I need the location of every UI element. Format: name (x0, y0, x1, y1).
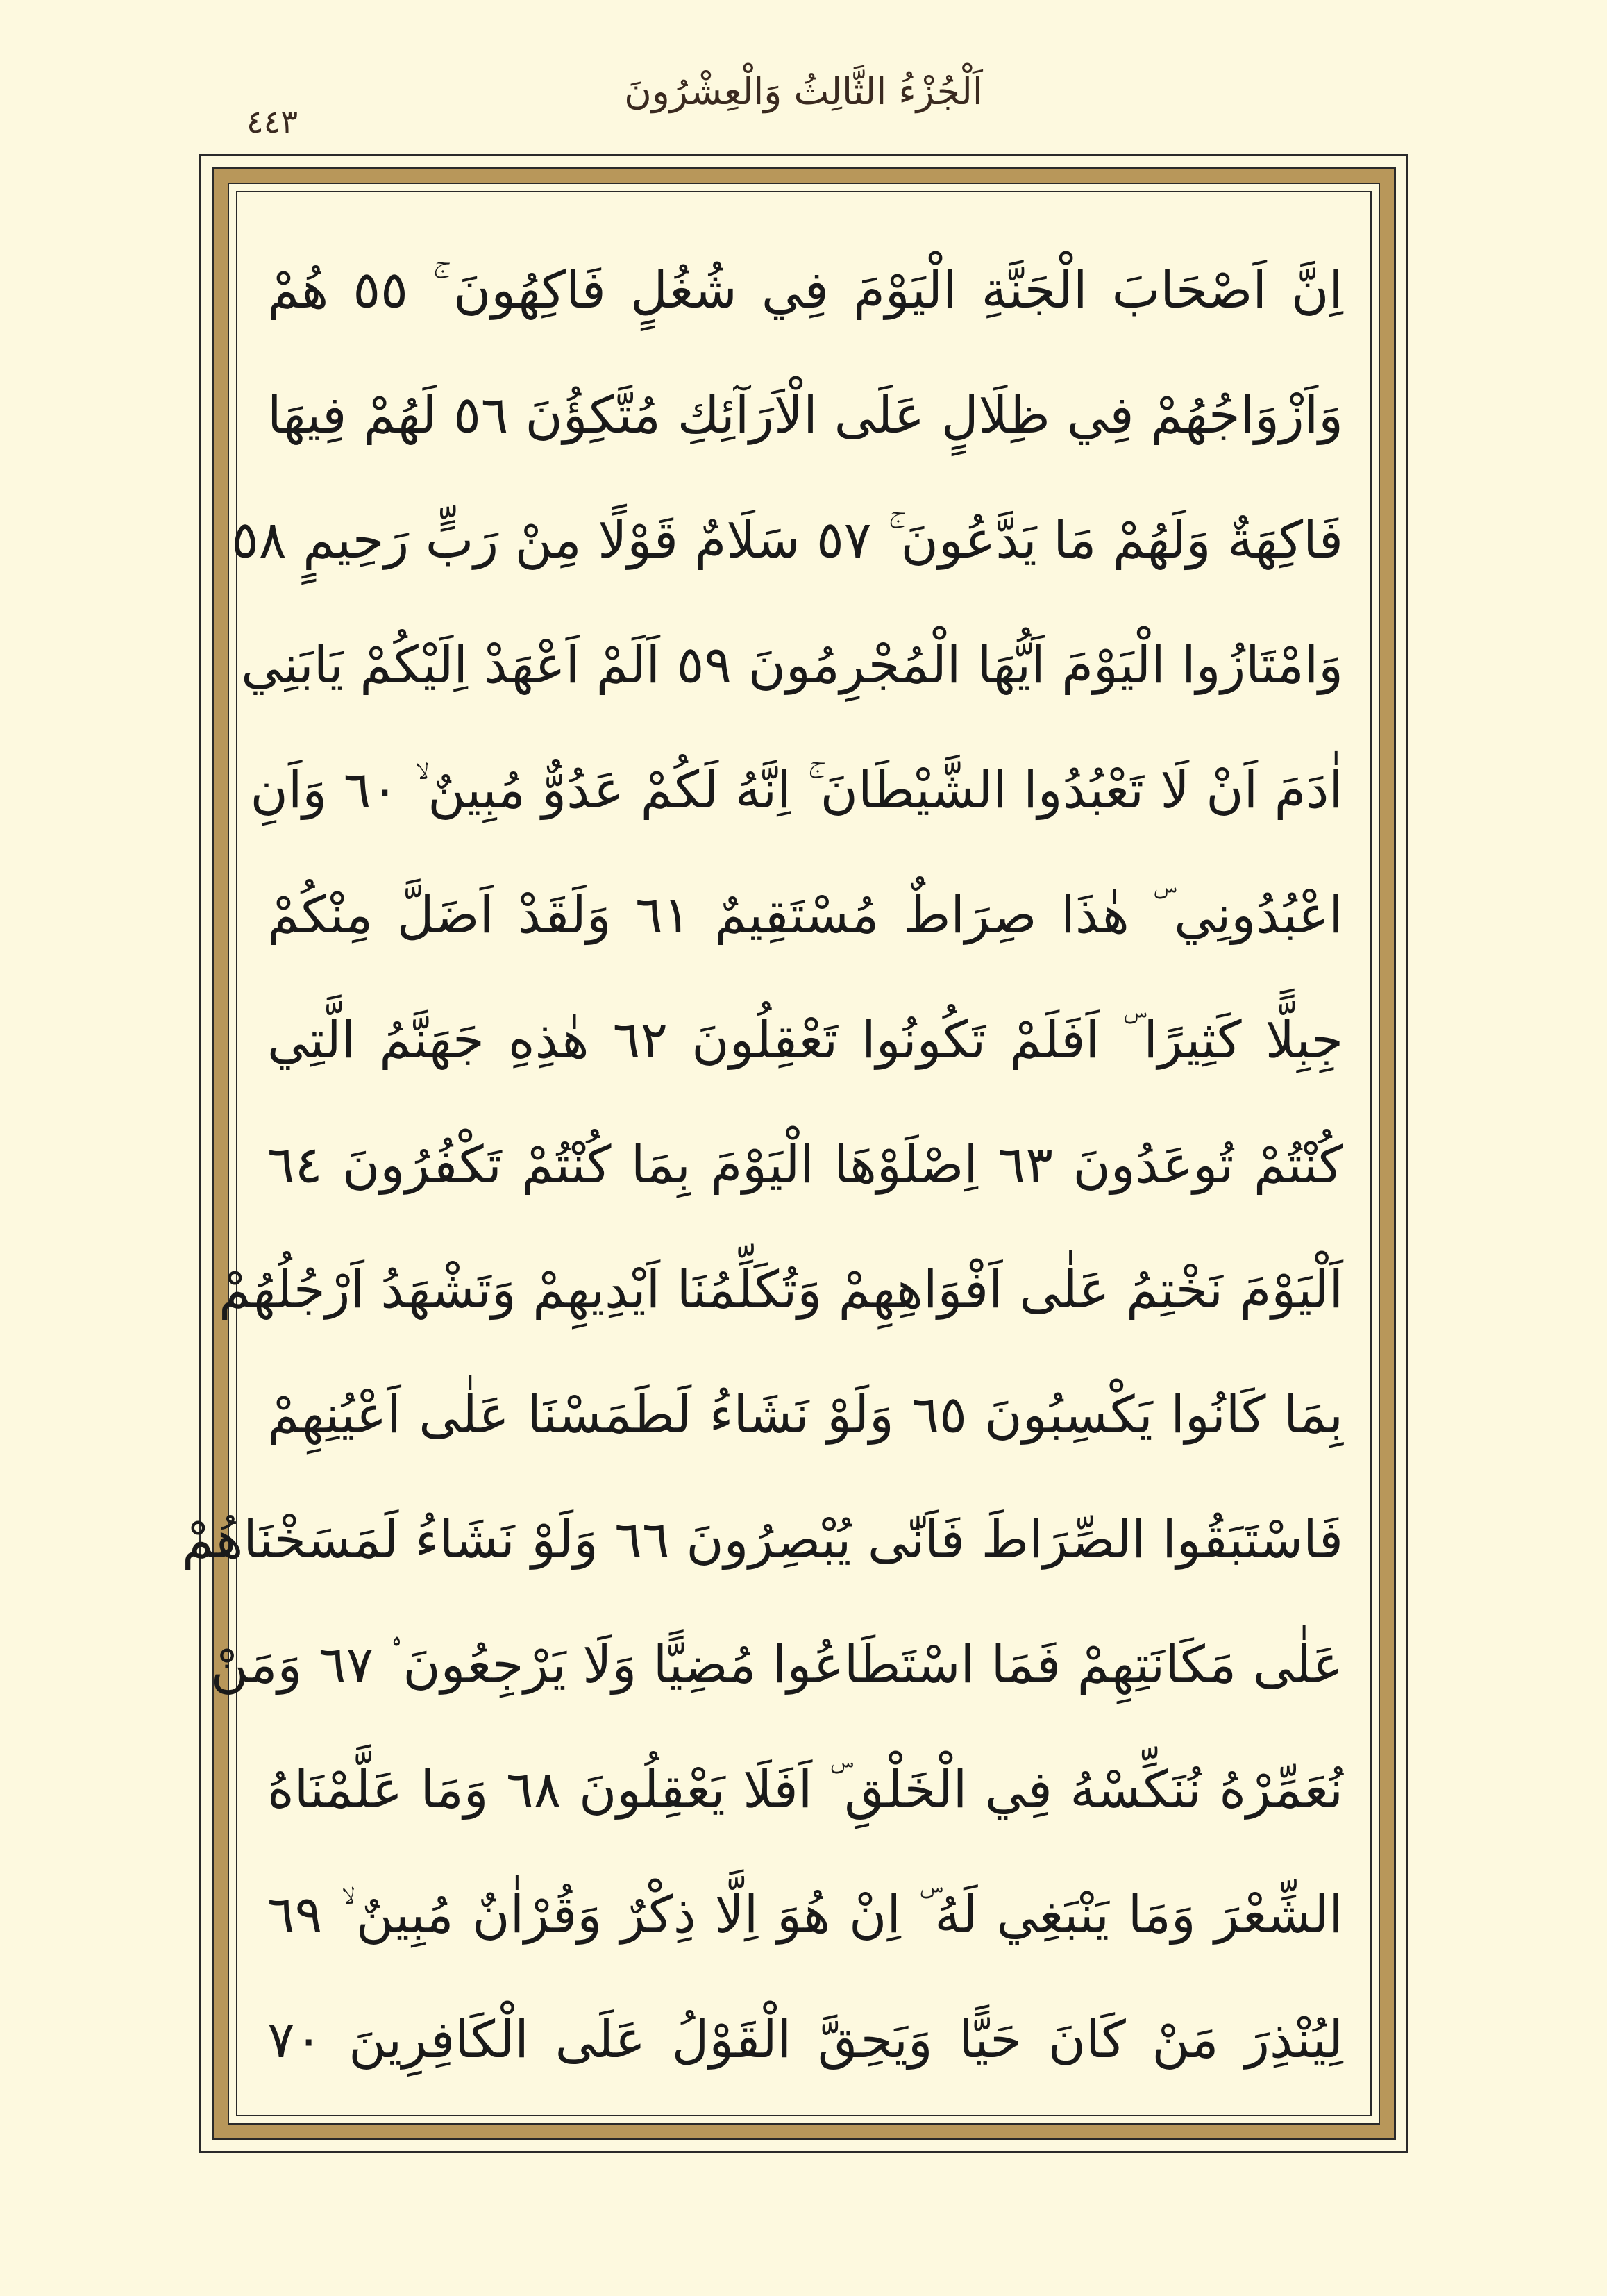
text-line-5 (250, 728, 1343, 853)
text-line-2 (267, 353, 1343, 478)
text-line-8 (267, 1103, 1343, 1227)
text-line-content: الشِّعْرَ وَمَا يَنْبَغِي لَهُ ۜ اِنْ هُوَ اِلَّا ذِكْرٌ وَقُرْاٰنٌ مُبِينٌ ۙ ٦٩ (267, 1884, 1343, 1945)
text-line-1 (267, 228, 1343, 353)
text-line-content: وَاَزْوَاجُهُمْ فِي ظِلَالٍ عَلَى الْاَرَآئِكِ مُتَّكِؤُنَ ٥٦ لَهُمْ فِيهَا (267, 385, 1343, 445)
text-line-content: اِنَّ اَصْحَابَ الْجَنَّةِ الْيَوْمَ فِي شُغُلٍ فَاكِهُونَ ۚ ٥٥ هُمْ (267, 260, 1343, 320)
text-line-15 (267, 1977, 1343, 2102)
text-line-10 (267, 1352, 1343, 1477)
text-line-content: لِيُنْذِرَ مَنْ كَانَ حَيًّا وَيَحِقَّ الْقَوْلُ عَلَى الْكَافِرِينَ ٧٠ (267, 2010, 1343, 2070)
text-line-content: اَلْيَوْمَ نَخْتِمُ عَلٰى اَفْوَاهِهِمْ وَتُكَلِّمُنَا اَيْدِيهِمْ وَتَشْهَدُ اَرْجُلُهُمْ (218, 1260, 1343, 1320)
text-line-content: جِبِلًّا كَثِيرًا ۜ اَفَلَمْ تَكُونُوا تَعْقِلُونَ ٦٢ هٰذِهِ جَهَنَّمُ الَّتِي (267, 1009, 1343, 1070)
text-line-3 (231, 478, 1343, 603)
quran-text-block (182, 228, 1344, 2102)
text-line-11 (182, 1477, 1343, 1602)
page-number: ٤٤٣ (246, 103, 298, 140)
text-line-14 (267, 1852, 1343, 1977)
text-line-7 (267, 978, 1343, 1103)
text-line-13 (267, 1727, 1343, 1852)
juz-title: اَلْجُزْءُ الثَّالِثُ وَالْعِشْرُونَ (624, 69, 983, 113)
text-line-4 (241, 603, 1343, 728)
text-line-content: فَاسْتَبَقُوا الصِّرَاطَ فَاَنّٰى يُبْصِرُونَ ٦٦ وَلَوْ نَشَاءُ لَمَسَخْنَاهُمْ (182, 1510, 1343, 1570)
text-line-content: اعْبُدُونِي ۜ هٰذَا صِرَاطٌ مُسْتَقِيمٌ ٦١ وَلَقَدْ اَضَلَّ مِنْكُمْ (267, 885, 1343, 945)
text-line-content: كُنْتُمْ تُوعَدُونَ ٦٣ اِصْلَوْهَا الْيَوْمَ بِمَا كُنْتُمْ تَكْفُرُونَ ٦٤ (267, 1135, 1343, 1195)
text-line-content: وَامْتَازُوا الْيَوْمَ اَيُّهَا الْمُجْرِمُونَ ٥٩ اَلَمْ اَعْهَدْ اِلَيْكُمْ يَابَنِي (241, 635, 1343, 695)
text-line-content: اٰدَمَ اَنْ لَا تَعْبُدُوا الشَّيْطَانَ ۚ اِنَّهُ لَكُمْ عَدُوٌّ مُبِينٌ ۙ ٦٠ وَاَنِ (250, 760, 1343, 820)
text-line-12 (210, 1602, 1343, 1727)
text-line-content: فَاكِهَةٌ وَلَهُمْ مَا يَدَّعُونَ ۚ ٥٧ سَلَامٌ قَوْلًا مِنْ رَبٍّ رَحِيمٍ ٥٨ (231, 510, 1343, 570)
text-line-content: بِمَا كَانُوا يَكْسِبُونَ ٦٥ وَلَوْ نَشَاءُ لَطَمَسْنَا عَلٰى اَعْيُنِهِمْ (267, 1385, 1344, 1445)
text-line-9 (218, 1227, 1343, 1352)
text-line-content: نُعَمِّرْهُ نُنَكِّسْهُ فِي الْخَلْقِ ۜ اَفَلَا يَعْقِلُونَ ٦٨ وَمَا عَلَّمْنَاهُ (267, 1759, 1343, 1820)
text-line-6 (267, 853, 1343, 978)
text-line-content: عَلٰى مَكَانَتِهِمْ فَمَا اسْتَطَاعُوا مُضِيًّا وَلَا يَرْجِعُونَ ۟ ٦٧ وَمَنْ (210, 1634, 1343, 1695)
